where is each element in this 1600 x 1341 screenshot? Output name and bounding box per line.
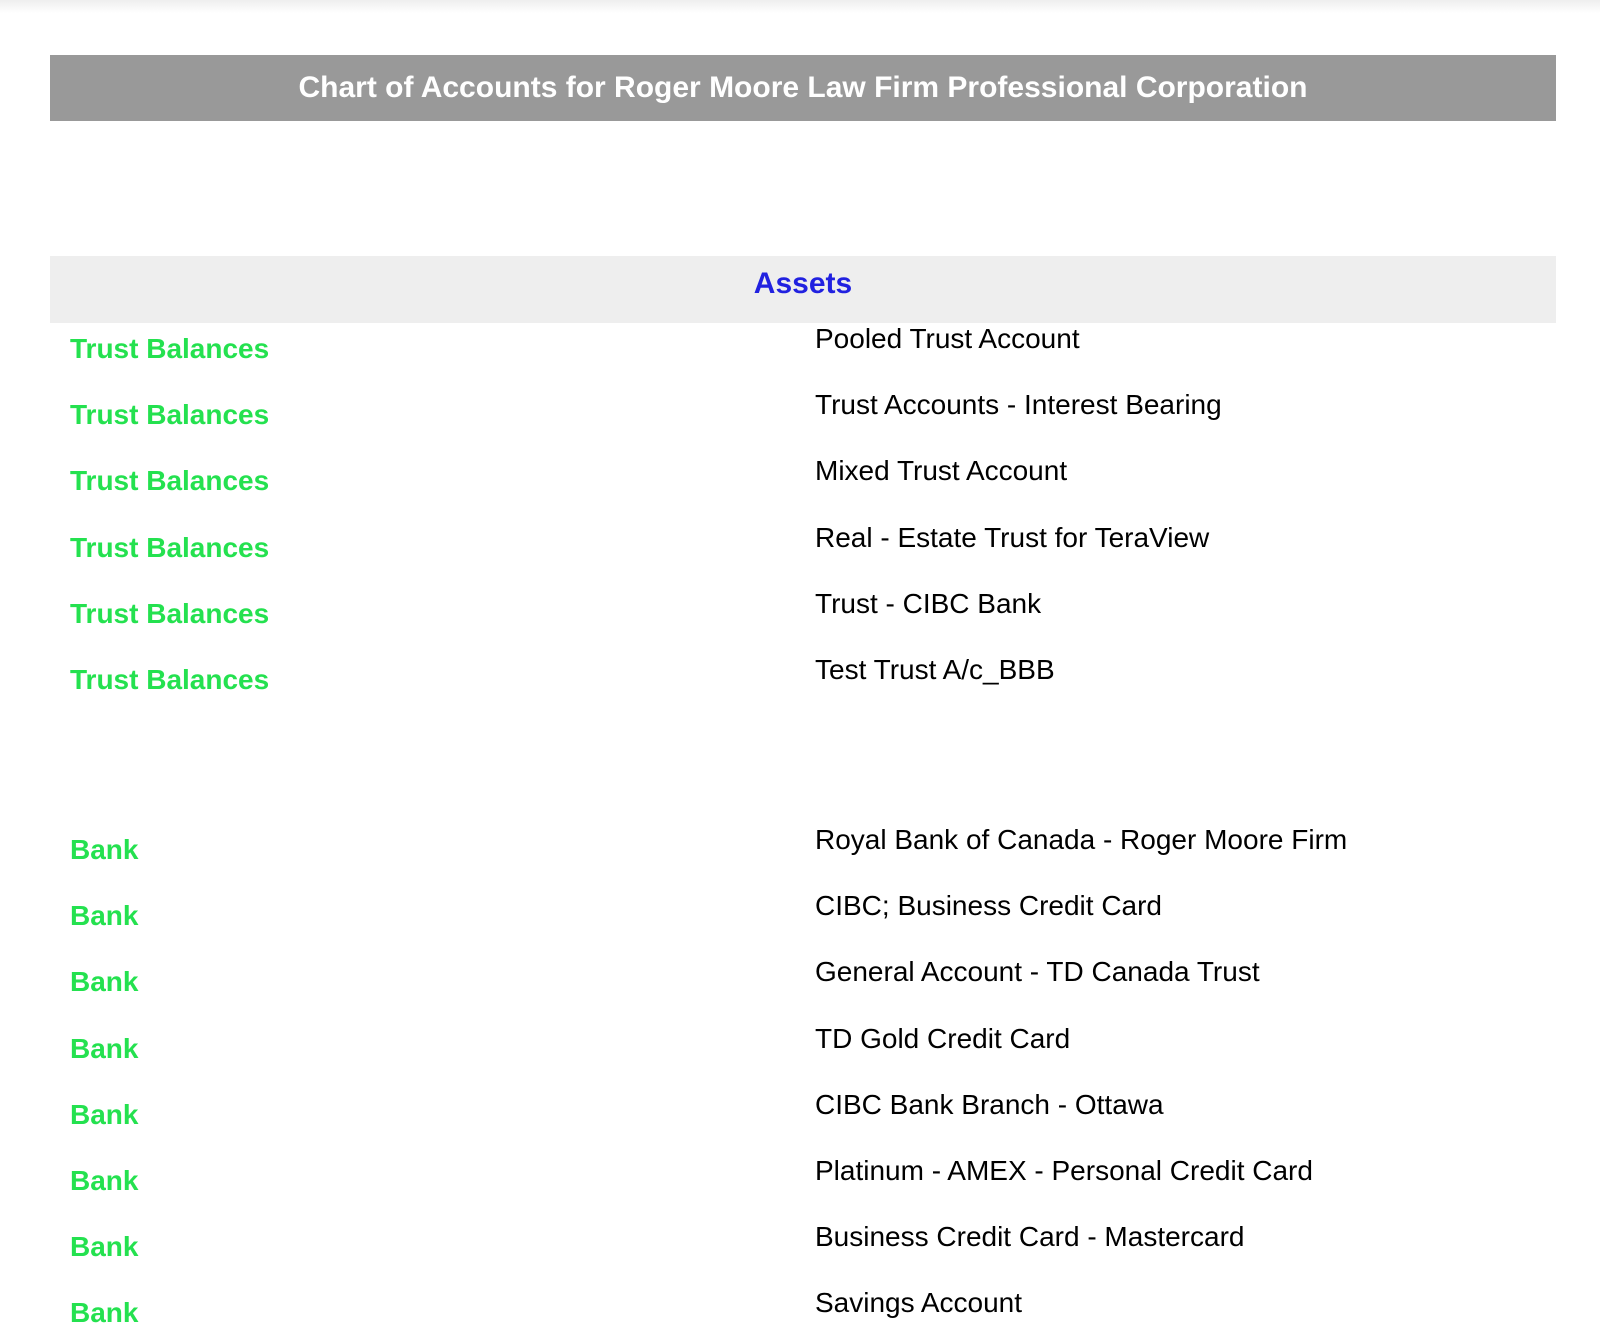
account-name: Royal Bank of Canada - Roger Moore Firm xyxy=(815,824,1348,855)
account-name: Pooled Trust Account xyxy=(815,323,1080,354)
account-name: Trust - CIBC Bank xyxy=(815,587,1042,619)
account-type-label: Bank xyxy=(70,1165,139,1196)
account-type-label: Bank xyxy=(70,900,139,932)
account-name: Platinum - AMEX - Personal Credit Card xyxy=(815,1155,1313,1186)
report-title: Chart of Accounts for Roger Moore Law Firm Professional Corporation xyxy=(298,71,1308,104)
assets-section-header xyxy=(50,256,1556,323)
assets-section-label: Assets xyxy=(753,267,853,300)
account-name: Real - Estate Trust for TeraView xyxy=(815,521,1210,553)
top-shadow xyxy=(0,0,1600,13)
account-name: Test Trust A/c_BBB xyxy=(815,654,1055,685)
report-title-bar xyxy=(50,55,1556,121)
account-name: General Account - TD Canada Trust xyxy=(815,956,1260,988)
account-type-label: Bank xyxy=(70,966,139,998)
account-name: Trust Accounts - Interest Bearing xyxy=(815,389,1222,421)
account-name: Savings Account xyxy=(815,1287,1023,1319)
account-type-label: Bank xyxy=(70,834,139,865)
account-type-label: Bank xyxy=(70,1098,139,1130)
account-type-label: Trust Balances xyxy=(70,664,270,695)
account-type-label: Trust Balances xyxy=(70,399,270,431)
account-type-label: Bank xyxy=(70,1032,139,1064)
account-type-label: Trust Balances xyxy=(70,333,270,364)
account-name: CIBC; Business Credit Card xyxy=(815,890,1163,922)
account-type-label: Bank xyxy=(70,1231,139,1263)
account-type-label: Bank xyxy=(70,1297,139,1329)
account-type-label: Trust Balances xyxy=(70,597,270,629)
account-name: Business Credit Card - Mastercard xyxy=(815,1221,1245,1253)
account-name: Mixed Trust Account xyxy=(815,455,1068,487)
account-type-label: Trust Balances xyxy=(70,531,270,563)
account-name: CIBC Bank Branch - Ottawa xyxy=(815,1088,1164,1120)
account-name: TD Gold Credit Card xyxy=(815,1022,1071,1054)
account-type-label: Trust Balances xyxy=(70,465,270,497)
